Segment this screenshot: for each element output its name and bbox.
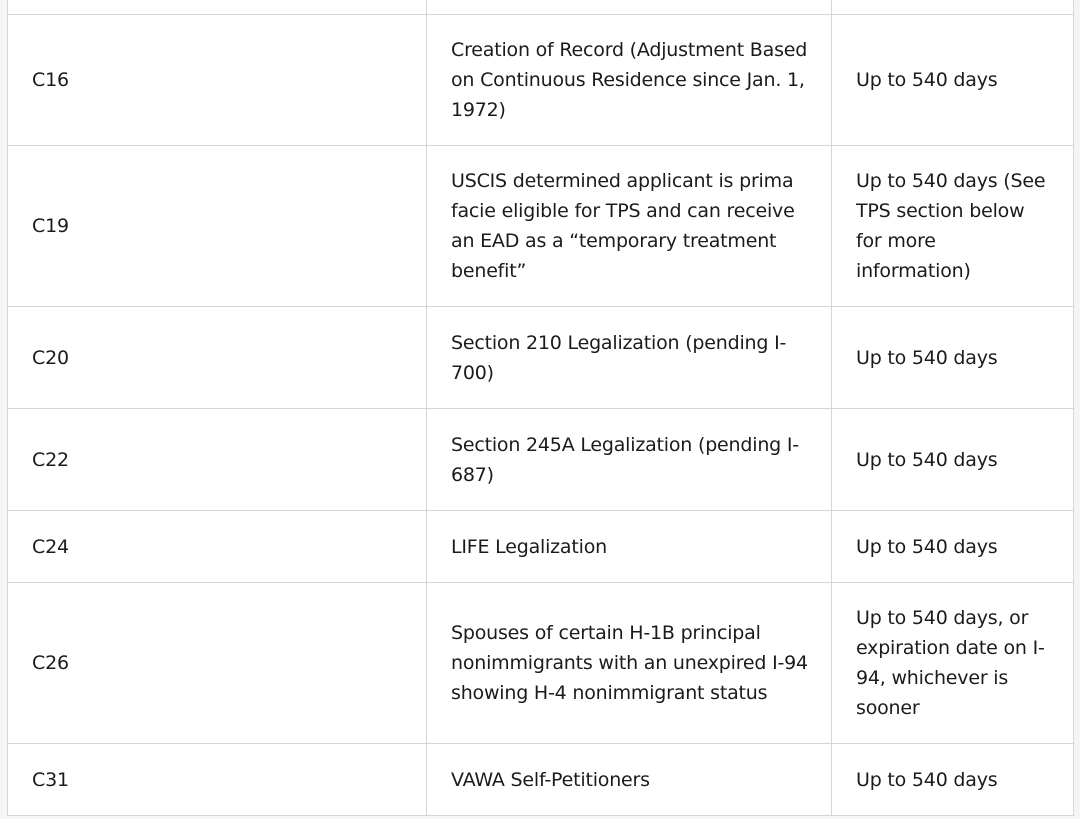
category-description-cell: Section 210 Legalization (pending I-700): [427, 307, 832, 409]
ead-category-table: [7, 0, 1074, 816]
category-code-cell: C24: [8, 511, 427, 583]
table-row: [8, 15, 1074, 146]
table-cell: [832, 0, 1074, 15]
table-row: [8, 409, 1074, 511]
category-description-cell: Section 245A Legalization (pending I-687): [427, 409, 832, 511]
category-code-cell: C16: [8, 15, 427, 146]
category-code-cell: C26: [8, 583, 427, 744]
validity-period-cell: Up to 540 days (See TPS section below for more information): [832, 146, 1074, 307]
category-code-cell: C22: [8, 409, 427, 511]
ead-category-table-container: [7, 0, 1073, 816]
category-description-cell: VAWA Self-Petitioners: [427, 744, 832, 816]
table-row: [8, 583, 1074, 744]
validity-period-cell: Up to 540 days: [832, 307, 1074, 409]
category-code-cell: C20: [8, 307, 427, 409]
validity-period-cell: Up to 540 days, or expiration date on I-94, whichever is sooner: [832, 583, 1074, 744]
validity-period-cell: Up to 540 days: [832, 409, 1074, 511]
table-row: [8, 511, 1074, 583]
category-description-cell: LIFE Legalization: [427, 511, 832, 583]
table-row: [8, 146, 1074, 307]
category-description-cell: Spouses of certain H-1B principal nonimmigrants with an unexpired I-94 showing H-4 nonimmigrant status: [427, 583, 832, 744]
table-row: [8, 744, 1074, 816]
category-code-cell: C19: [8, 146, 427, 307]
table-row-previous-partial: [8, 0, 1074, 15]
table-cell: [8, 0, 427, 15]
category-description-cell: Creation of Record (Adjustment Based on Continuous Residence since Jan. 1, 1972): [427, 15, 832, 146]
validity-period-cell: Up to 540 days: [832, 511, 1074, 583]
category-code-cell: C31: [8, 744, 427, 816]
table-cell: [427, 0, 832, 15]
table-row: [8, 307, 1074, 409]
category-description-cell: USCIS determined applicant is prima facie eligible for TPS and can receive an EAD as a “temporary treatment benefit”: [427, 146, 832, 307]
validity-period-cell: Up to 540 days: [832, 15, 1074, 146]
validity-period-cell: Up to 540 days: [832, 744, 1074, 816]
